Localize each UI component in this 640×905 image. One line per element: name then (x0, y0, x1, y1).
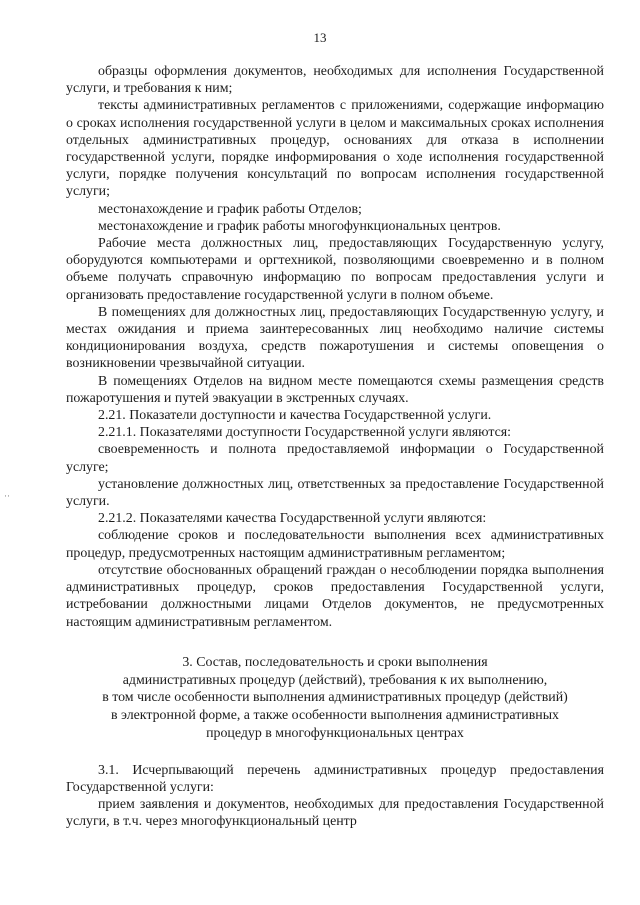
section-heading-line: процедур в многофункциональных центрах (206, 725, 464, 741)
paragraph: Рабочие места должностных лиц, предоставляющих Государственную услугу, оборудуются компьютерами и оргтехникой, позволяющими своевременно и в полном объеме получать справочную информацию по вопросам предоставления услуги и организовать предоставление государственной услуги в полном объеме. (66, 236, 604, 303)
paragraph: прием заявления и документов, необходимых для предоставления Государственной услуги, в т.ч. через многофункциональный центр (66, 797, 604, 830)
paragraph: 2.21.1. Показателями доступности Государственной услуги являются: (98, 425, 512, 441)
paragraph: В помещениях для должностных лиц, предоставляющих Государственную услугу, и местах ожидания и приема заинтересованных лиц необходимо наличие системы кондиционирования воздуха, средств пожаротушения и системы оповещения о возникновении чрезвычайной ситуации. (66, 304, 604, 372)
paragraph: отсутствие обоснованных обращений граждан о несоблюдении порядка выполнения административных процедур, сроков предоставления Государственной услуги, истребовании должностными лицами Отделов документов, не предусмотренных настоящим административным регламентом. (66, 562, 604, 630)
section-heading-line: в электронной форме, а также особенности выполнения административных (110, 708, 560, 724)
paragraph: 2.21.2. Показателями качества Государственной услуги являются: (98, 511, 487, 527)
paragraph: В помещениях Отделов на видном месте помещаются схемы размещения средств пожаротушения и путей эвакуации в экстренных случаях. (66, 373, 604, 406)
section-heading-line: 3. Состав, последовательность и сроки выполнения (182, 654, 488, 670)
section-heading (66, 654, 604, 743)
section-heading-line: в том числе особенности выполнения административных процедур (действий) (102, 690, 568, 706)
paragraph: местонахождение и график работы многофункциональных центров. (98, 218, 501, 234)
paragraph: соблюдение сроков и последовательности выполнения всех административных процедур, предусмотренных настоящим административным регламентом; (66, 528, 604, 561)
paragraph: 3.1. Исчерпывающий перечень административных процедур предоставления Государственной услуги: (66, 762, 604, 795)
paragraph: местонахождение и график работы Отделов; (98, 201, 362, 217)
document-body (66, 63, 604, 831)
paragraph: образцы оформления документов, необходимых для исполнения Государственной услуги, и требования к ним; (66, 64, 604, 97)
section-heading-line: административных процедур (действий), требования к их выполнению, (122, 672, 548, 688)
page-number: 13 (313, 30, 327, 45)
paragraph: установление должностных лиц, ответственных за предоставление Государственной услуги. (66, 476, 604, 510)
paragraph: своевременность и полнота предоставляемой информации о Государственной услуге; (66, 442, 604, 475)
paragraph: тексты административных регламентов с приложениями, содержащие информацию о сроках исполнения государственной услуги в целом и максимальных сроках исполнения отдельных административных процедур, основаниях для отказа в исполнении государственной услуги, порядке информирования о ходе исполнения государственной услуги, порядке получения консультаций по вопросам исполнения государственной услуги; (66, 98, 604, 200)
margin-mark: ·· (4, 491, 10, 501)
paragraph: 2.21. Показатели доступности и качества Государственной услуги. (98, 408, 492, 424)
